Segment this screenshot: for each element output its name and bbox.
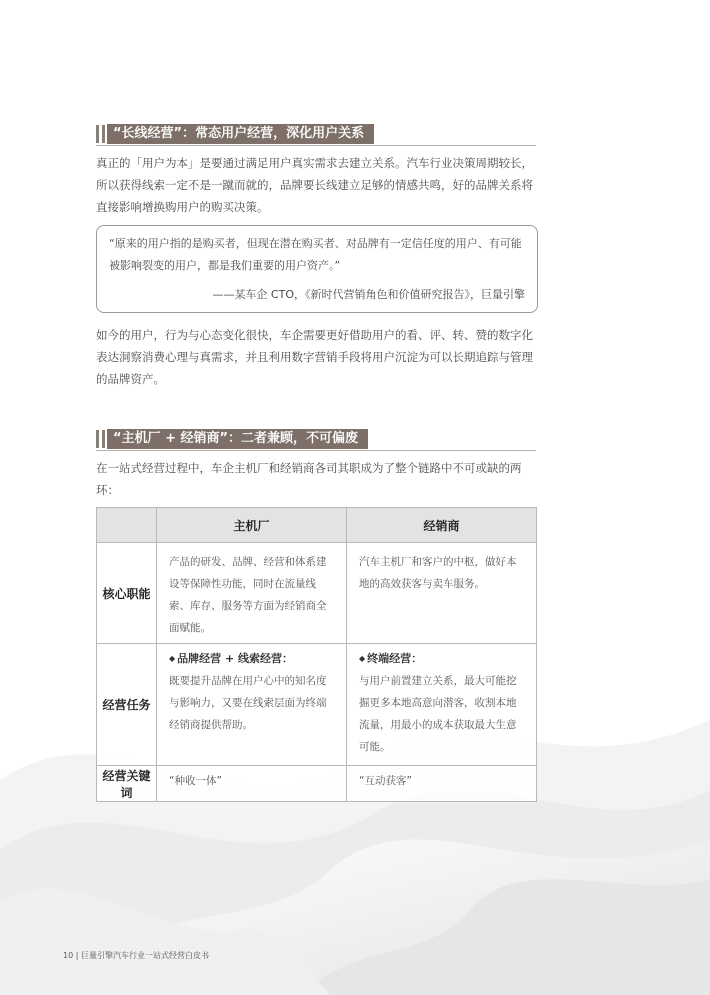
- table-row: [97, 766, 537, 802]
- table-cell: 汽车主机厂和客户的中枢，做好本地的高效获客与卖车服务。: [347, 543, 537, 644]
- page-number: 10: [63, 951, 74, 960]
- diamond-bullet-icon: ◆: [359, 654, 366, 663]
- table-row: [97, 543, 537, 644]
- heading-accent-bar: [96, 430, 99, 448]
- cell-text: 与用户前置建立关系，最大可能挖掘更多本地高意向潜客，收割本地流量，用最小的成本获取最大生意可能。: [359, 675, 517, 753]
- cell-subheading: ◆ 品牌经营 + 线索经营：: [169, 652, 294, 665]
- table-header-empty: [97, 508, 157, 543]
- row-label: 经营关键词: [97, 766, 157, 802]
- quote-text: “原来的用户指的是购买者，但现在潜在购买者、对品牌有一定信任度的用户、有可能被影响裂变的用户，都是我们重要的用户资产。”: [109, 237, 522, 272]
- heading-accent-bar: [96, 125, 99, 143]
- section1-paragraph: 真正的「用户为本」是要通过满足用户真实需求去建立关系。汽车行业决策周期较长，所以获得线索一定不是一蹴而就的，品牌要长线建立足够的情感共鸣，好的品牌关系将直接影响增换购用户的购买决策。: [96, 156, 533, 214]
- row-label: 经营任务: [97, 644, 157, 766]
- section-heading-long-term: [96, 124, 536, 146]
- table-row: [97, 644, 537, 766]
- table-cell: [157, 644, 347, 766]
- diamond-bullet-icon: ◆: [169, 654, 176, 663]
- heading-accent-bar: [102, 125, 105, 143]
- section1-paragraph-2: 如今的用户，行为与心态变化很快，车企需要更好借助用户的看、评、转、赞的数字化表达洞察消费心理与真需求，并且利用数字营销手段将用户沉淀为可以长期追踪与管理的品牌资产。: [96, 328, 533, 386]
- table-header-oem: 主机厂: [157, 508, 347, 543]
- section-title: “主机厂 + 经销商”：二者兼顾，不可偏废: [107, 429, 368, 449]
- row-label: 核心职能: [97, 543, 157, 644]
- document-title: 巨量引擎汽车行业一站式经营白皮书: [80, 951, 209, 960]
- table-header-dealer: 经销商: [347, 508, 537, 543]
- table-cell: 产品的研发、品牌、经营和体系建设等保障性功能，同时在流量线索、库存、服务等方面为经销商全面赋能。: [157, 543, 347, 644]
- quote-source: ——某车企 CTO，《新时代营销角色和价值研究报告》，巨量引擎: [212, 288, 525, 301]
- section-heading-oem-dealer: [96, 429, 536, 451]
- section2-paragraph: 在一站式经营过程中，车企主机厂和经销商各司其职成为了整个链路中不可或缺的两环：: [96, 461, 522, 497]
- heading-accent-bar: [102, 430, 105, 448]
- cell-subheading: ◆ 终端经营：: [359, 652, 423, 665]
- section-title: “长线经营”：常态用户经营，深化用户关系: [107, 124, 374, 144]
- quote-box: [96, 225, 538, 313]
- table-cell: [347, 644, 537, 766]
- page-footer: [63, 950, 209, 961]
- footer-separator: |: [75, 951, 79, 960]
- comparison-table: [96, 507, 537, 802]
- cell-text: 既要提升品牌在用户心中的知名度与影响力，又要在线索层面为终端经销商提供帮助。: [169, 675, 327, 731]
- table-cell: “种收一体”: [157, 766, 347, 802]
- table-header-row: [97, 508, 537, 543]
- table-cell: “互动获客”: [347, 766, 537, 802]
